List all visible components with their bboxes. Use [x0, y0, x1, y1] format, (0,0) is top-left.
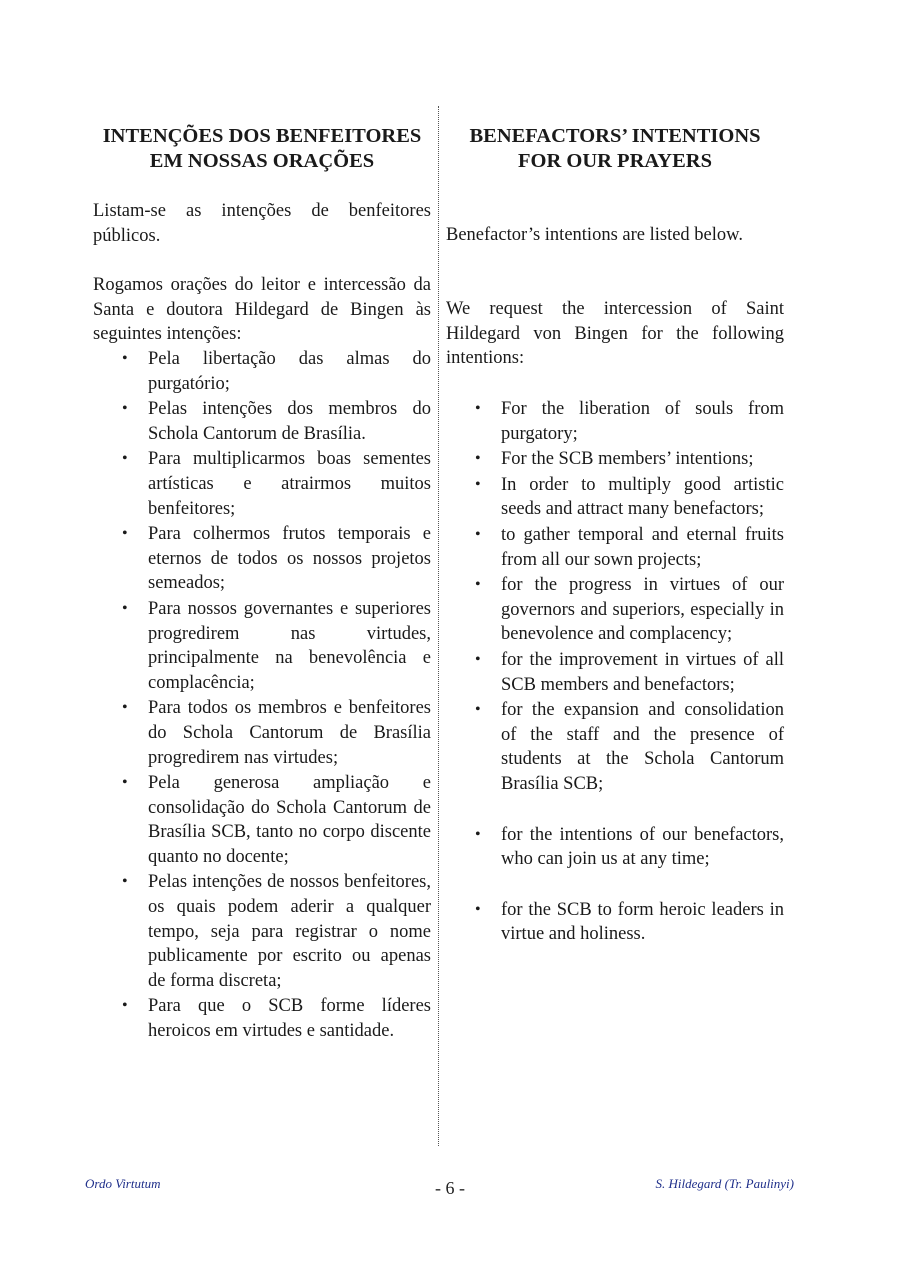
bullet-icon: • [475, 475, 481, 493]
list-item: • for the expansion and consolidation of the staff and the presence of students at the Schola Cantorum Brasília SCB; [475, 700, 784, 794]
bullet-icon: • [475, 900, 481, 918]
list-item: • Pela generosa ampliação e consolidação do Schola Cantorum de Brasília SCB, tanto no corpo discente quanto no docente; [122, 773, 431, 867]
list-item: • Para nossos governantes e superiores progredirem nas virtudes, principalmente na benevolência e complacência; [122, 598, 431, 693]
list-item: • Para que o SCB forme líderes heroicos em virtudes e santidade. [122, 996, 431, 1042]
list-item: • Para colhermos frutos temporais e eternos de todos os nossos projetos semeados; [122, 524, 431, 594]
bullet-icon: • [122, 400, 128, 418]
left-title: INTENÇÕES DOS BENFEITORES EM NOSSAS ORAÇÕES [102, 125, 422, 172]
right-request: We request the intercession of Saint Hildegard von Bingen for the following intentions: [446, 299, 784, 369]
bullet-icon: • [475, 576, 481, 594]
page-number: - 6 - [435, 1178, 465, 1198]
right-intro: Benefactor’s intentions are listed below. [446, 225, 743, 245]
left-request: Rogamos orações do leitor e intercessão da Santa e doutora Hildegard de Bingen às seguintes intenções: [93, 275, 431, 345]
bullet-icon: • [122, 350, 128, 367]
list-item: • for the SCB to form heroic leaders in virtue and holiness. [475, 899, 784, 945]
bullet-icon: • [475, 525, 481, 543]
list-item: • For the SCB members’ intentions; [446, 447, 784, 472]
column-divider [438, 106, 439, 1146]
bullet-icon: • [122, 997, 128, 1015]
bullet-icon: • [122, 525, 128, 543]
list-item: • Pelas intenções dos membros do Schola Cantorum de Brasília. [122, 399, 431, 444]
list-item: • to gather temporal and eternal fruits from all our sown projects; [475, 524, 784, 570]
bullet-icon: • [122, 699, 128, 717]
bullet-icon: • [475, 701, 481, 719]
list-item: • For the liberation of souls from purgatory; [475, 399, 784, 444]
right-title: BENEFACTORS’ INTENTIONS FOR OUR PRAYERS [469, 125, 761, 172]
bullet-icon: • [475, 450, 481, 468]
bullet-icon: • [475, 650, 481, 668]
left-intro: Listam-se as intenções de benfeitores públicos. [93, 201, 431, 246]
bullet-icon: • [122, 450, 128, 468]
right-intentions-list [446, 397, 784, 948]
bullet-icon: • [475, 400, 481, 417]
footer-left-text: Ordo Virtutum [85, 1176, 161, 1191]
list-item: • Para todos os membros e benfeitores do Schola Cantorum de Brasília progredirem nas virtudes; [122, 698, 431, 768]
list-item: • Pelas intenções de nossos benfeitores, os quais podem aderir a qualquer tempo, seja para registrar o nome publicamente por escrito ou apenas de forma discreta; [122, 872, 431, 991]
footer-right-text: S. Hildegard (Tr. Paulinyi) [655, 1176, 794, 1191]
list-item: • Para multiplicarmos boas sementes artísticas e atrairmos muitos benfeitores; [122, 449, 431, 519]
list-item: • In order to multiply good artistic seeds and attract many benefactors; [475, 474, 784, 520]
list-item: • for the intentions of our benefactors, who can join us at any time; [475, 824, 784, 870]
bullet-icon: • [475, 825, 481, 843]
list-item: • for the progress in virtues of our governors and superiors, especially in benevolence and complacency; [475, 575, 784, 645]
list-item: • for the improvement in virtues of all SCB members and benefactors; [475, 649, 784, 695]
bullet-icon: • [122, 599, 128, 617]
left-intentions-list [93, 347, 431, 1045]
bullet-icon: • [122, 774, 128, 792]
list-item: • Pela libertação das almas do purgatório; [122, 349, 431, 394]
bullet-icon: • [122, 873, 128, 891]
